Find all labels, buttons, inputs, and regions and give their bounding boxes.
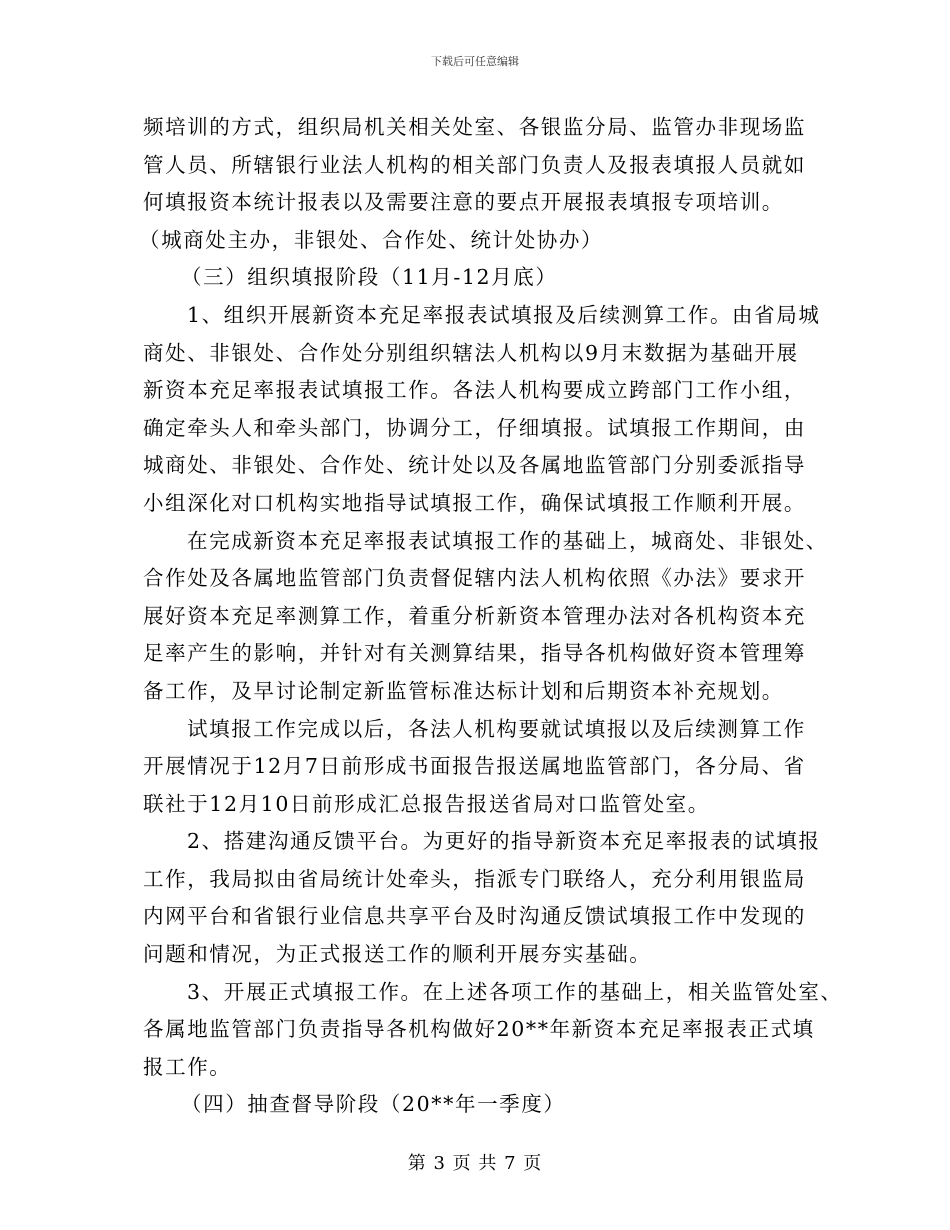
- document-body: [139, 109, 843, 1124]
- body-line: 管人员、所辖银行业法人机构的相关部门负责人及报表填报人员就如: [143, 152, 806, 177]
- body-line: 城商处、非银处、合作处、统计处以及各属地监管部门分别委派指导: [143, 453, 806, 478]
- body-line: 商处、非银处、合作处分别组织辖法人机构以9月末数据为基础开展: [143, 340, 799, 365]
- body-line: 3、开展正式填报工作。在上述各项工作的基础上，相关监管处室、: [187, 979, 843, 1004]
- body-line: 内网平台和省银行业信息共享平台及时沟通反馈试填报工作中发现的: [143, 904, 806, 929]
- body-line: 在完成新资本充足率报表试填报工作的基础上，城商处、非银处、: [187, 528, 828, 553]
- body-line: 频培训的方式，组织局机关相关处室、各银监分局、监管办非现场监: [143, 115, 806, 139]
- body-line: 确定牵头人和牵头部门，协调分工，仔细填报。试填报工作期间，由: [143, 415, 806, 440]
- body-line: 联社于12月10日前形成汇总报告报送省局对口监管处室。: [143, 791, 710, 816]
- page-number: 第 3 页 共 7 页: [407, 1153, 543, 1174]
- body-line: 1、组织开展新资本充足率报表试填报及后续测算工作。由省局城: [187, 302, 821, 327]
- body-line: （城商处主办，非银处、合作处、统计处协办）: [139, 227, 604, 252]
- body-line: 试填报工作完成以后，各法人机构要就试填报以及后续测算工作: [187, 716, 806, 741]
- body-line: 小组深化对口机构实地指导试填报工作，确保试填报工作顺利开展。: [143, 490, 806, 515]
- body-line: 开展情况于12月7日前形成书面报告报送属地监管部门，各分局、省: [143, 754, 806, 779]
- page-header-note: 下载后可任意编辑: [431, 55, 519, 68]
- body-line: 新资本充足率报表试填报工作。各法人机构要成立跨部门工作小组，: [143, 378, 806, 403]
- body-line: 何填报资本统计报表以及需要注意的要点开展报表填报专项培训。: [143, 190, 784, 215]
- body-line: 2、搭建沟通反馈平台。为更好的指导新资本充足率报表的试填报: [187, 829, 821, 854]
- section-heading: （四）抽查督导阶段（20**年一季度）: [181, 1092, 566, 1117]
- body-line: 问题和情况，为正式报送工作的顺利开展夯实基础。: [143, 942, 652, 967]
- body-line: 备工作，及早讨论制定新监管标准达标计划和后期资本补充规划。: [143, 678, 784, 703]
- section-heading: （三）组织填报阶段（11月-12月底）: [181, 265, 558, 290]
- body-line: 展好资本充足率测算工作，着重分析新资本管理办法对各机构资本充: [143, 603, 806, 628]
- body-line: 合作处及各属地监管部门负责督促辖内法人机构依照《办法》要求开: [143, 566, 806, 591]
- body-line: 足率产生的影响，并针对有关测算结果，指导各机构做好资本管理筹: [143, 641, 806, 666]
- body-line: 工作，我局拟由省局统计处牵头，指派专门联络人，充分利用银监局: [143, 866, 806, 891]
- body-line: 各属地监管部门负责指导各机构做好20**年新资本充足率报表正式填: [143, 1017, 815, 1042]
- body-line: 报工作。: [143, 1054, 232, 1079]
